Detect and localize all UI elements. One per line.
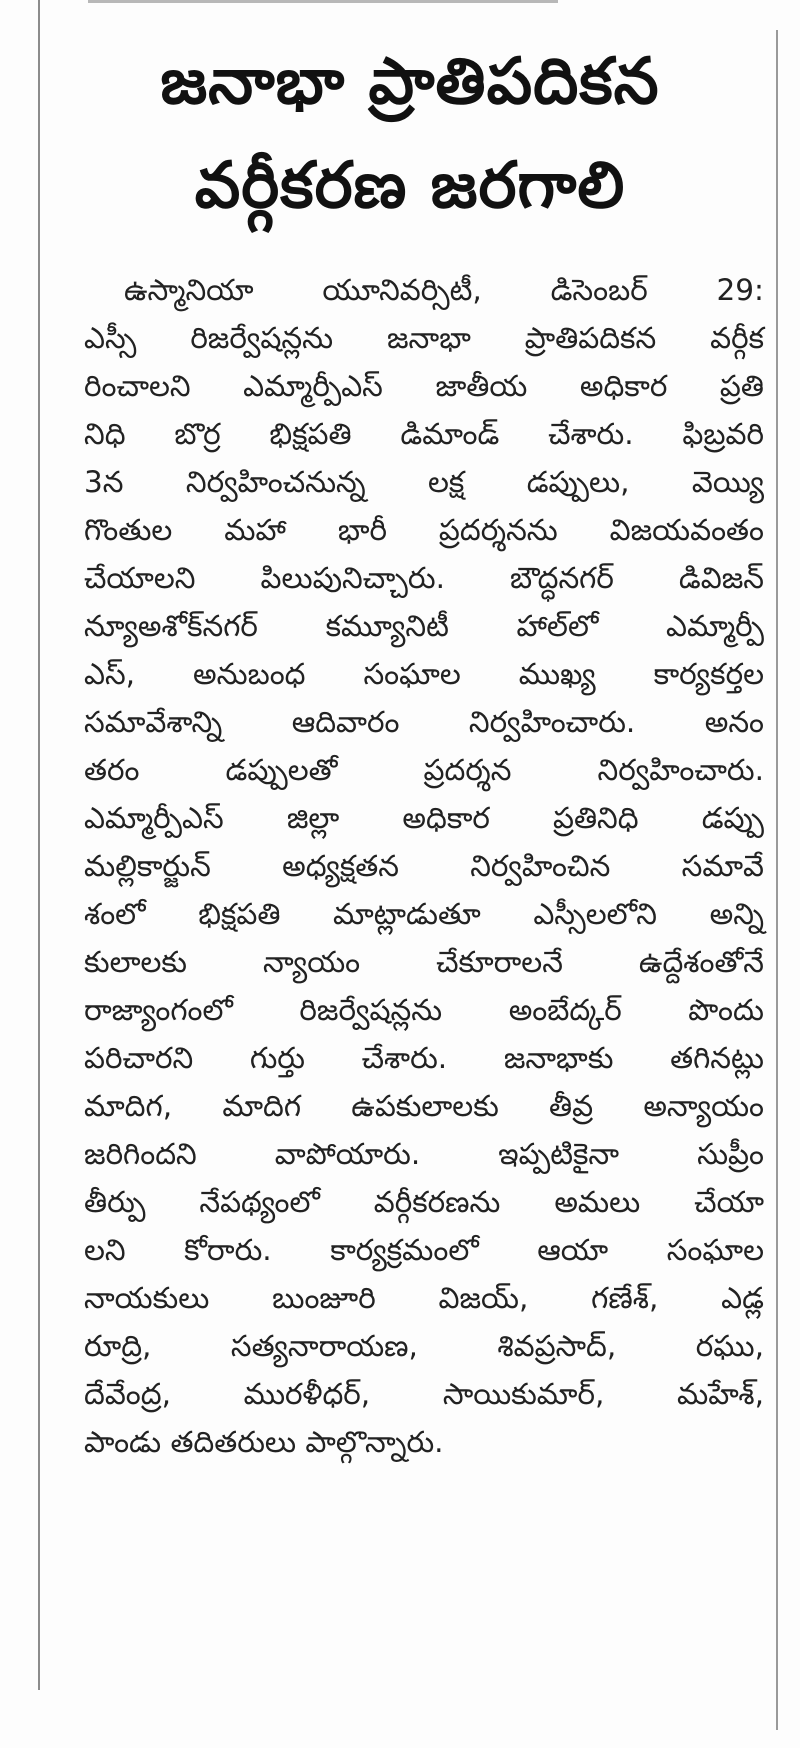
body-line: శంలో భిక్షపతి మాట్లాడుతూ ఎస్సీలలోని అన్ని (84, 897, 764, 931)
body-line: రూద్రి, సత్యనారాయణ, శివప్రసాద్, రఘు, (84, 1329, 764, 1363)
headline-line-2: వర్గీకరణ జరగాలి (194, 149, 626, 223)
body-line: రాజ్యాంగంలో రిజర్వేషన్లను అంబేద్కర్ పొందు (84, 993, 764, 1027)
article-body (84, 266, 764, 1466)
body-line: ఎస్సీ రిజర్వేషన్లను జనాభా ప్రాతిపదికన వర్గీక (84, 321, 764, 355)
body-line: మాదిగ, మాదిగ ఉపకులాలకు తీవ్ర అన్యాయం (84, 1089, 764, 1123)
body-line: పరిచారని గుర్తు చేశారు. జనాభాకు తగినట్లు (84, 1041, 764, 1075)
body-line: ఎస్, అనుబంధ సంఘాల ముఖ్య కార్యకర్తల (84, 657, 764, 691)
body-line: మల్లికార్జున్ అధ్యక్షతన నిర్వహించిన సమావే (84, 849, 764, 883)
body-line: రించాలని ఎమ్మార్పీఎస్ జాతీయ అధికార ప్రతి (84, 369, 764, 403)
left-column-rule (38, 0, 40, 1690)
top-divider (88, 0, 558, 3)
headline-line-1: జనాభా ప్రాతిపదికన (160, 45, 660, 119)
body-line: గొంతుల మహా భారీ ప్రదర్శనను విజయవంతం (84, 513, 764, 547)
body-line: 3న నిర్వహించనున్న లక్ష డప్పులు, వెయ్యి (84, 465, 764, 499)
body-line: నిధి బొర్ర భిక్షపతి డిమాండ్ చేశారు. ఫిబ్రవరి (84, 417, 764, 451)
body-line: తరం డప్పులతో ప్రదర్శన నిర్వహించారు. (84, 753, 764, 787)
body-line: జరిగిందని వాపోయారు. ఇప్పటికైనా సుప్రీం (84, 1137, 764, 1171)
right-column-rule (776, 30, 778, 1730)
body-line: తీర్పు నేపథ్యంలో వర్గీకరణను అమలు చేయా (84, 1185, 764, 1219)
body-line: కులాలకు న్యాయం చేకూరాలనే ఉద్దేశంతోనే (84, 945, 764, 979)
body-line: లని కోరారు. కార్యక్రమంలో ఆయా సంఘాల (84, 1233, 764, 1267)
article-headline (60, 30, 760, 238)
body-line: ఎమ్మార్పీఎస్ జిల్లా అధికార ప్రతినిధి డప్పు (84, 801, 764, 835)
body-line: న్యూఅశోక్‌నగర్ కమ్యూనిటీ హాల్‌లో ఎమ్మార్పీ (84, 609, 764, 643)
body-line: చేయాలని పిలుపునిచ్చారు. బౌద్ధనగర్ డివిజన్ (84, 561, 764, 595)
body-line: నాయకులు బుంజూరి విజయ్, గణేశ్, ఎడ్ల (84, 1281, 764, 1315)
body-line: ఉస్మానియా యూనివర్సిటీ, డిసెంబర్ 29: (124, 273, 764, 307)
body-line: పాండు తదితరులు పాల్గొన్నారు. (84, 1425, 444, 1459)
body-line: సమావేశాన్ని ఆదివారం నిర్వహించారు. అనం (84, 705, 764, 739)
body-line: దేవేంద్ర, మురళీధర్, సాయికుమార్, మహేశ్, (84, 1377, 764, 1411)
